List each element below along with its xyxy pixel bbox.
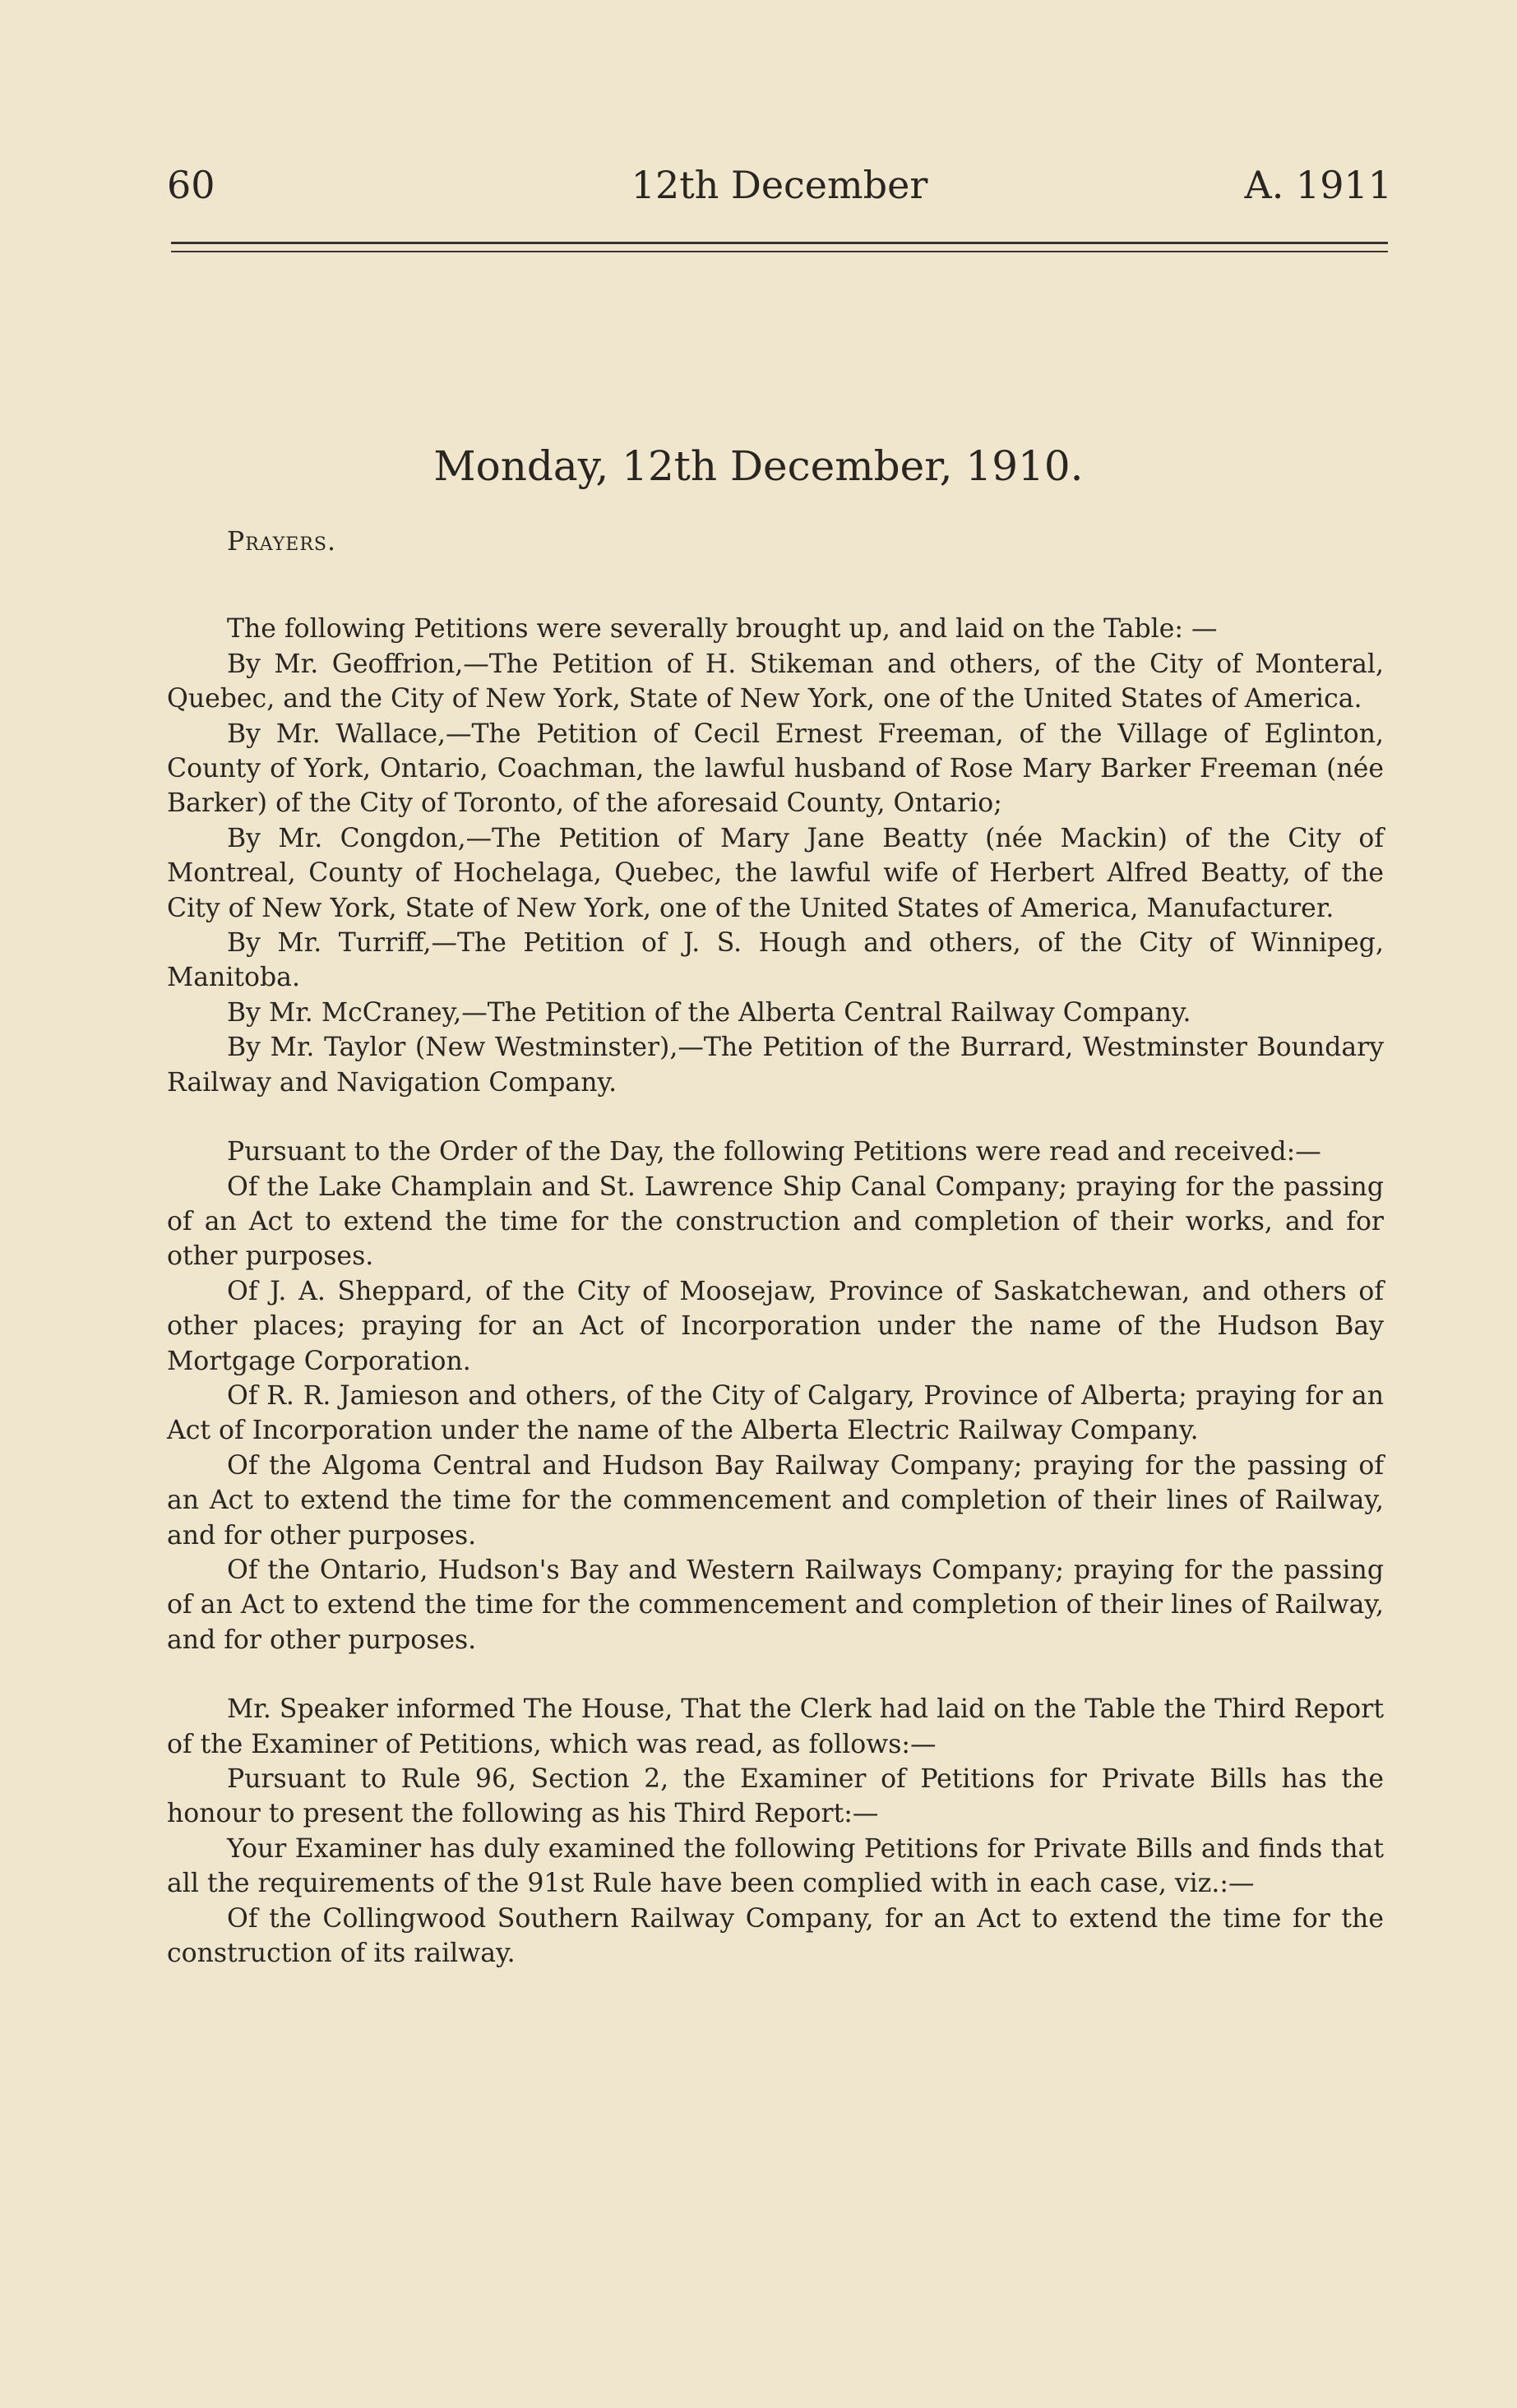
header-rule-top [171, 242, 1388, 244]
page-number: 60 [167, 163, 215, 207]
paragraph: The following Petitions were severally brought up, and laid on the Table: — [227, 614, 1218, 645]
paragraph: Of the Lake Champlain and St. Lawrence Ship Canal Company; praying for the passing of an Act to extend the time for the construction and completion of their works, and for other purposes. [167, 1172, 1384, 1272]
paragraph: By Mr. Congdon,—The Petition of Mary Jane Beatty (née Mackin) of the City of Montreal, County of Hochelaga, Quebec, the lawful wife of Herbert Alfred Beatty, of the City of New York, State of New York, one of the United States of America, Manufacturer. [167, 823, 1384, 923]
paragraph: By Mr. Taylor (New Westminster),—The Petition of the Burrard, Westminster Boundary Railway and Navigation Company. [167, 1033, 1384, 1098]
document-body [167, 525, 1384, 1971]
paragraph: Of R. R. Jamieson and others, of the City of Calgary, Province of Alberta; praying for an Act of Incorporation under the name of the Alberta Electric Railway Company. [167, 1380, 1384, 1446]
paragraph: Pursuant to Rule 96, Section 2, the Examiner of Petitions for Private Bills has the honour to present the following as his Third Report:— [167, 1764, 1384, 1829]
paragraph: By Mr. Turriff,—The Petition of J. S. Hough and others, of the City of Winnipeg, Manitoba. [167, 928, 1384, 993]
paragraph: Of the Collingwood Southern Railway Company, for an Act to extend the time for the construction of its railway. [167, 1903, 1384, 1969]
paragraph: Of J. A. Sheppard, of the City of Moosejaw, Province of Saskatchewan, and others of other places; praying for an Act of Incorporation under the name of the Hudson Bay Mortgage Corporation. [167, 1276, 1384, 1376]
paragraph: By Mr. Wallace,—The Petition of Cecil Ernest Freeman, of the Village of Eglinton, County of York, Ontario, Coachman, the lawful husband of Rose Mary Barker Freeman (née Barker) of the City of Toronto, of the aforesaid County, Ontario; [167, 719, 1384, 819]
page-header [167, 163, 1392, 212]
paragraph: Pursuant to the Order of the Day, the following Petitions were read and received:— [227, 1137, 1321, 1167]
paragraph: Of the Algoma Central and Hudson Bay Railway Company; praying for the passing of an Act to extend the time for the commencement and completion of their lines of Railway, and for other purposes. [167, 1450, 1384, 1551]
prayers-heading: Prayers. [227, 527, 336, 557]
header-year: A. 1911 [1244, 163, 1392, 207]
day-title: Monday, 12th December, 1910. [433, 442, 1084, 490]
paragraph: By Mr. McCraney,—The Petition of the Alberta Central Railway Company. [227, 997, 1191, 1028]
header-rule-bottom [171, 251, 1388, 252]
header-date: 12th December [631, 163, 928, 207]
paragraph: Mr. Speaker informed The House, That the Clerk had laid on the Table the Third Report of the Examiner of Petitions, which was read, as follows:— [167, 1694, 1384, 1759]
paragraph: By Mr. Geoffrion,—The Petition of H. Stikeman and others, of the City of Monteral, Quebec, and the City of New York, State of New York, one of the United States of America. [167, 649, 1384, 714]
paragraph: Your Examiner has duly examined the following Petitions for Private Bills and finds that all the requirements of the 91st Rule have been complied with in each case, viz.:— [167, 1833, 1384, 1899]
paragraph: Of the Ontario, Hudson's Bay and Western Railways Company; praying for the passing of an Act to extend the time for the commencement and completion of their lines of Railway, and for other purposes. [167, 1555, 1384, 1655]
